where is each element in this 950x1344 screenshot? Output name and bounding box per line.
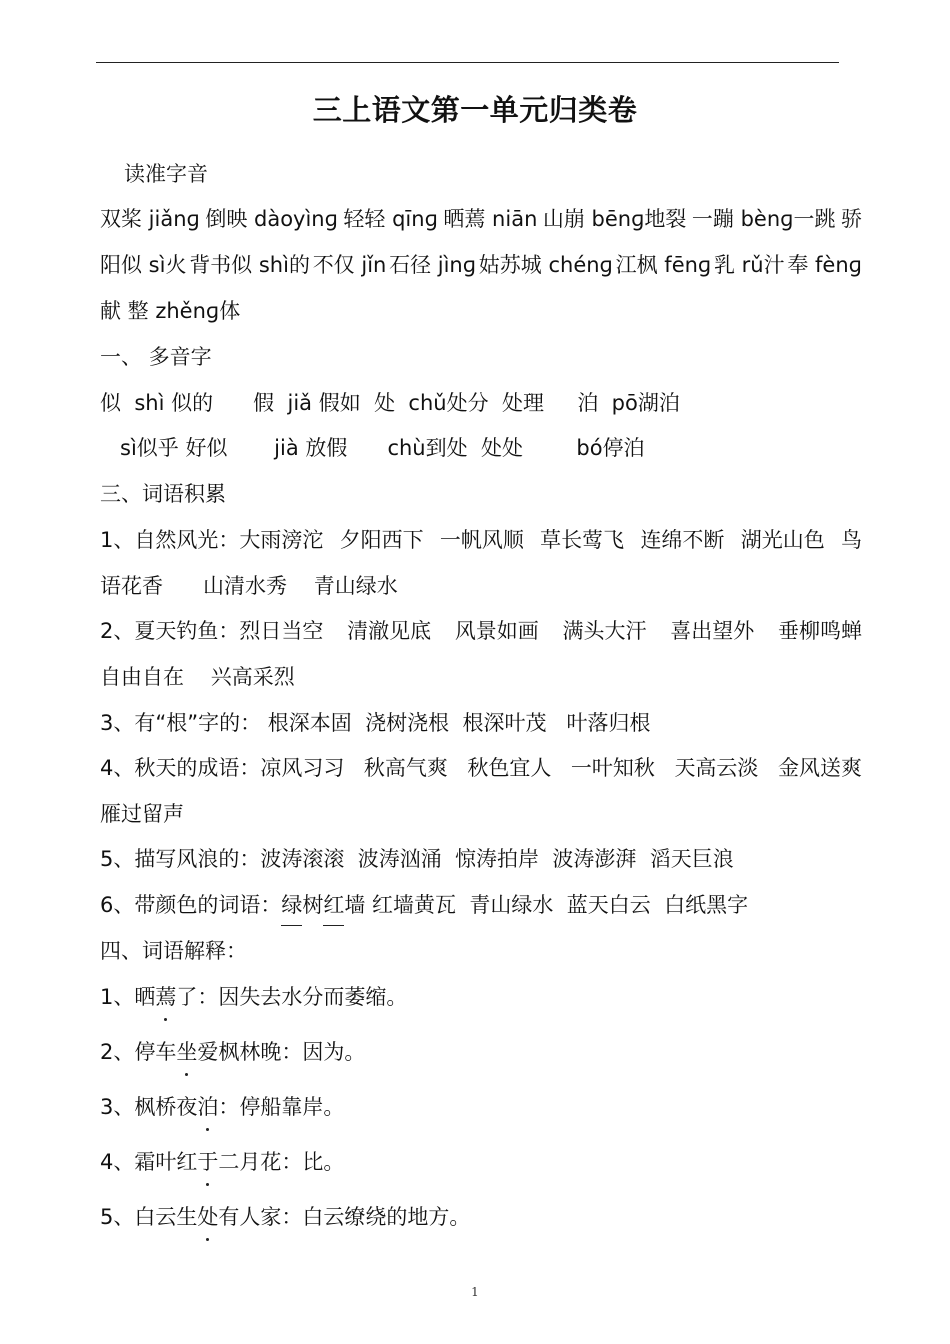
vocab-item-6-prefix: 6、带颜色的词语：: [100, 893, 282, 917]
vocab-phrase: 天高云淡: [674, 756, 759, 780]
explain-item-3: [100, 1092, 344, 1122]
vocab-phrase: 垂柳鸣蝉: [777, 619, 862, 643]
emphasis-dot-char: 泊: [197, 1092, 218, 1122]
vocab-item-4: [100, 753, 862, 783]
pinyin-word: 奉 fènɡ: [787, 253, 862, 277]
vocab-item-6-rest: 红墙黄瓦 青山绿水 蓝天白云 白纸黑字: [365, 893, 749, 917]
plain-char: 墙: [344, 893, 366, 917]
explain-text: 有人家：白云缭绕的地方。: [218, 1205, 471, 1229]
explain-item-4: [100, 1147, 344, 1177]
emphasis-dot-char: 于: [197, 1147, 218, 1177]
pinyin-word: 晒蔫 niān: [443, 207, 538, 231]
explain-item-2: [100, 1037, 365, 1067]
polyphone-heading: 一、 多音字: [100, 345, 212, 369]
vocab-phrase: 4、秋天的成语：凉风习习: [100, 756, 345, 780]
page-number: 1: [471, 1285, 479, 1299]
pinyin-word: 阳似 sì火: [100, 253, 187, 277]
underlined-char: 绿: [281, 890, 302, 920]
pinyin-word: 一蹦 bènɡ一跳: [691, 207, 836, 231]
vocab-phrase: 鸟: [840, 528, 862, 552]
pronunciation-line-3: 献 整 zhěnɡ体: [100, 299, 241, 323]
pinyin-word: 乳 rǔ汁: [714, 253, 785, 277]
explain-text: ：停船靠岸。: [218, 1095, 345, 1119]
polyphone-line-2: sì似乎 好似 jià 放假 chù到处 处处 bó停泊: [120, 436, 645, 460]
explain-text: 二月花：比。: [218, 1150, 345, 1174]
pronunciation-line-2: [100, 250, 862, 280]
vocab-item-1: [100, 525, 862, 555]
underlined-char: 红: [323, 890, 344, 920]
vocab-phrase: 夕阳西下: [339, 528, 424, 552]
vocab-phrase: 1、自然风光：大雨滂沱: [100, 528, 324, 552]
vocab-item-4-cont: 雁过留声: [100, 802, 184, 826]
vocab-phrase: 清澈见底: [347, 619, 432, 643]
explain-text: 5、白云生: [100, 1205, 198, 1229]
pinyin-word: 轻轻 qīnɡ: [343, 207, 438, 231]
explain-text: 3、枫桥夜: [100, 1095, 198, 1119]
plain-char: 树: [302, 893, 324, 917]
vocab-phrase: 秋高气爽: [363, 756, 448, 780]
vocab-phrase: 连绵不断: [640, 528, 725, 552]
vocab-phrase: 风景如画: [454, 619, 539, 643]
vocab-phrase: 金风送爽: [777, 756, 862, 780]
vocab-phrase: 喜出望外: [670, 619, 755, 643]
pronunciation-heading: 读准字音: [124, 162, 208, 186]
vocab-item-5: 5、描写风浪的：波涛滚滚 波涛汹涌 惊涛拍岸 波涛澎湃 滔天巨浪: [100, 847, 734, 871]
pinyin-word: 双桨 jiǎnɡ: [100, 207, 200, 231]
vocab-phrase: 秋色宜人: [467, 756, 552, 780]
pronunciation-line-1: [100, 204, 862, 234]
page-title: 三上语文第一单元归类卷: [312, 93, 638, 127]
explain-text: 了：因失去水分而萎缩。: [176, 985, 408, 1009]
pinyin-word: 姑苏城 chénɡ: [478, 253, 613, 277]
pinyin-word: 江枫 fēnɡ: [615, 253, 712, 277]
explain-text: 4、霜叶红: [100, 1150, 198, 1174]
explain-item-5: [100, 1202, 470, 1232]
vocab-item-6: [100, 890, 748, 920]
polyphone-line-1: 似 shì 似的 假 jiǎ 假如 处 chǔ处分 处理 泊 pō湖泊: [100, 391, 680, 415]
explain-text: 2、停车: [100, 1040, 177, 1064]
pinyin-word: 不仅 jǐn: [312, 253, 387, 277]
vocab-item-2-cont: 自由自在 兴高采烈: [100, 665, 295, 689]
vocab-item-3: 3、有“根”字的： 根深本固 浇树浇根 根深叶茂 叶落归根: [100, 711, 651, 735]
pinyin-word: 石径 jìnɡ: [389, 253, 477, 277]
explain-text: 爱枫林晚：因为。: [197, 1040, 366, 1064]
emphasis-dot-char: 处: [197, 1202, 218, 1232]
vocab-phrase: 2、夏天钓鱼：烈日当空: [100, 619, 324, 643]
pinyin-word: 山崩 bēnɡ地裂: [542, 207, 687, 231]
vocab-heading: 三、词语积累: [100, 482, 226, 506]
emphasis-dot-char: 蔫: [155, 982, 176, 1012]
vocab-phrase: 草长莺飞: [540, 528, 625, 552]
header-rule: [96, 62, 839, 63]
pinyin-word: 背书似 shì的: [189, 253, 310, 277]
explain-item-1: [100, 982, 407, 1012]
vocab-phrase: 湖光山色: [740, 528, 825, 552]
vocab-phrase: 一叶知秋: [570, 756, 655, 780]
vocab-item-2: [100, 616, 862, 646]
explain-heading: 四、词语解释：: [100, 939, 247, 963]
emphasis-dot-char: 坐: [176, 1037, 197, 1067]
pinyin-word: 倒映 dàoyìnɡ: [205, 207, 338, 231]
explain-text: 1、晒: [100, 985, 156, 1009]
vocab-phrase: 满头大汗: [562, 619, 647, 643]
pinyin-word: 骄: [840, 207, 862, 231]
vocab-phrase: 一帆风顺: [439, 528, 524, 552]
vocab-item-1-cont: 语花香 山清水秀 青山绿水: [100, 574, 398, 598]
